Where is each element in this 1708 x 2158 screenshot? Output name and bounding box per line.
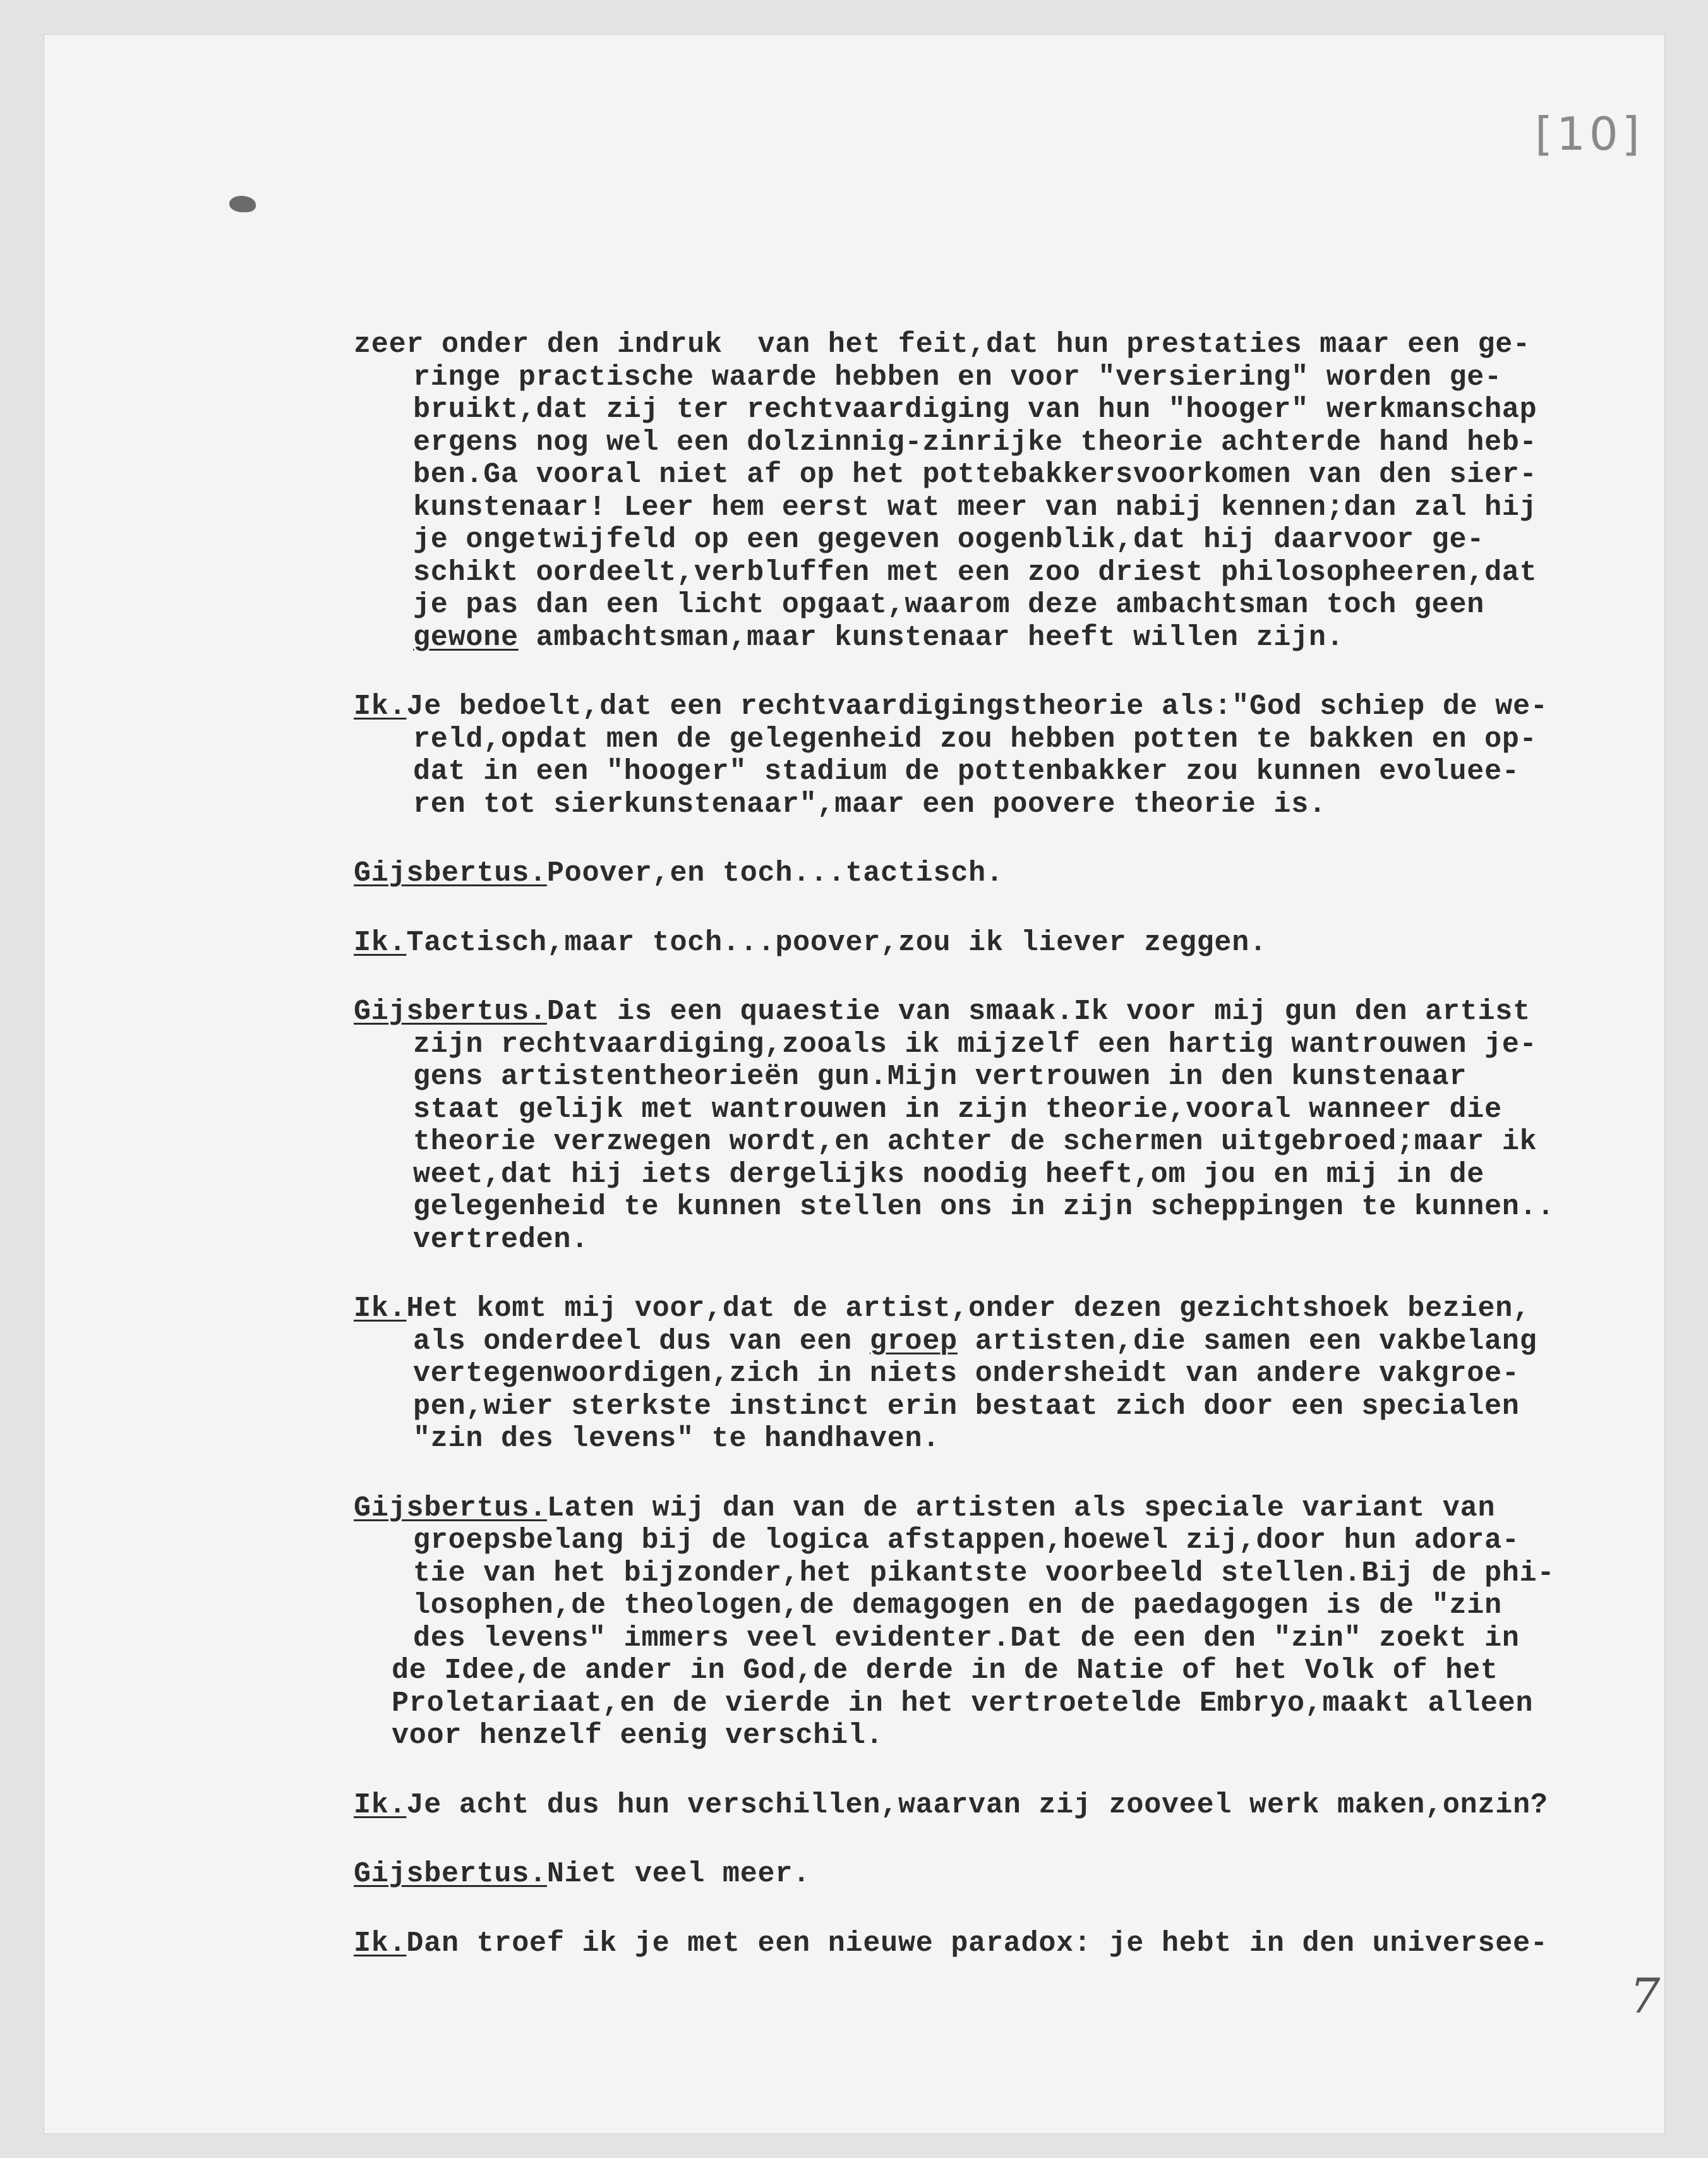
paragraph-ik xyxy=(354,1927,1668,1960)
text-line: pen,wier sterkste instinct erin bestaat zich door een specialen xyxy=(413,1390,1520,1423)
speaker-gijsbertus: Gijsbertus. xyxy=(354,1858,547,1890)
text-line: des levens" immers veel evidenter.Dat de een den "zin" zoekt in xyxy=(413,1622,1520,1655)
paragraph-ik xyxy=(354,1789,1668,1822)
ink-blot xyxy=(229,196,256,212)
text-line: losophen,de theologen,de demagogen en de paedagogen is de "zin xyxy=(413,1589,1502,1622)
speaker-ik: Ik. xyxy=(354,1927,407,1960)
speaker-ik: Ik. xyxy=(354,690,407,723)
text-line: groepsbelang bij de logica afstappen,hoewel zij,door hun adora- xyxy=(413,1524,1520,1557)
speaker-gijsbertus: Gijsbertus. xyxy=(354,996,547,1028)
text-line: kunstenaar! Leer hem eerst wat meer van nabij kennen;dan zal hij xyxy=(413,491,1537,524)
text-fragment: Niet veel meer. xyxy=(546,1858,810,1890)
text-fragment: Het komt mij voor,dat de artist,onder dezen gezichtshoek bezien, xyxy=(406,1293,1531,1325)
speaker-gijsbertus: Gijsbertus. xyxy=(354,1492,547,1524)
speaker-ik: Ik. xyxy=(354,1293,407,1325)
text-line: ergens nog wel een dolzinnig-zinrijke theorie achterde hand heb- xyxy=(413,426,1537,459)
text-fragment: Je acht dus hun verschillen,waarvan zij zooveel werk maken,onzin? xyxy=(406,1788,1548,1821)
text-line xyxy=(354,857,1668,890)
text-line: vertegenwoordigen,zich in niets ondersheidt van andere vakgroe- xyxy=(413,1358,1520,1390)
underlined-word: groep xyxy=(869,1325,958,1358)
folio-number: 7 xyxy=(1630,1968,1661,2024)
text-line: gens artistentheorieën gun.Mijn vertrouwen in den kunstenaar xyxy=(413,1061,1467,1093)
text-line: staat gelijk met wantrouwen in zijn theorie,vooral wanneer die xyxy=(413,1093,1502,1126)
text-fragment: Tactisch,maar toch...poover,zou ik liever zeggen. xyxy=(406,926,1267,959)
text-line: tie van het bijzonder,het pikantste voorbeeld stellen.Bij de phi- xyxy=(413,1557,1555,1589)
text-fragment: ambachtsman,maar kunstenaar heeft willen zijn. xyxy=(518,621,1344,654)
text-fragment: Dat is een quaestie van smaak.Ik voor mij gun den artist xyxy=(546,996,1531,1028)
paragraph-ik xyxy=(354,927,1668,960)
paragraph-gijsbertus xyxy=(354,1858,1668,1891)
text-line xyxy=(354,1858,1668,1891)
text-line: je pas dan een licht opgaat,waarom deze ambachtsman toch geen xyxy=(413,589,1485,621)
text-line: ringe practische waarde hebben en voor "versiering" worden ge- xyxy=(413,361,1502,394)
text-line: bruikt,dat zij ter rechtvaardiging van hun "hooger" werkmanschap xyxy=(413,394,1537,426)
text-line xyxy=(354,1293,1668,1325)
text-line: Proletariaat,en de vierde in het vertroetelde Embryo,maakt alleen xyxy=(392,1687,1534,1720)
text-line: ren tot sierkunstenaar",maar een poovere theorie is. xyxy=(413,788,1326,821)
paragraph-gijsbertus xyxy=(354,996,1668,1256)
text-line: "zin des levens" te handhaven. xyxy=(413,1423,941,1455)
paragraph-gijsbertus xyxy=(354,857,1668,890)
text-line xyxy=(354,690,1668,723)
paragraph-gijsbertus xyxy=(354,1492,1668,1752)
text-line: voor henzelf eenig verschil. xyxy=(392,1720,884,1752)
text-line: gelegenheid te kunnen stellen ons in zijn scheppingen te kunnen.. xyxy=(413,1191,1555,1223)
text-line xyxy=(354,1927,1668,1960)
speaker-ik: Ik. xyxy=(354,1788,407,1821)
text-line: zeer onder den indruk van het feit,dat hun prestaties maar een ge- xyxy=(354,329,1531,361)
text-line xyxy=(354,622,1668,654)
text-line xyxy=(354,1492,1668,1525)
text-fragment: artisten,die samen een vakbelang xyxy=(957,1325,1537,1358)
typed-text xyxy=(354,329,1668,1996)
text-line: reld,opdat men de gelegenheid zou hebben potten te bakken en op- xyxy=(413,723,1537,756)
text-line xyxy=(354,996,1668,1028)
text-line: zijn rechtvaardiging,zooals ik mijzelf een hartig wantrouwen je- xyxy=(413,1028,1537,1061)
paragraph-narration xyxy=(354,329,1668,654)
text-line: vertreden. xyxy=(413,1223,589,1256)
text-fragment: Je bedoelt,dat een rechtvaardigingstheorie als:"God schiep de we- xyxy=(406,690,1548,723)
text-fragment: Poover,en toch...tactisch. xyxy=(546,857,1004,889)
paragraph-ik xyxy=(354,690,1668,821)
text-line: dat in een "hooger" stadium de pottenbakker zou kunnen evoluee- xyxy=(413,756,1520,788)
underlined-word: gewone xyxy=(413,621,519,654)
text-line xyxy=(354,1325,1668,1358)
text-fragment: Laten wij dan van de artisten als speciale variant van xyxy=(546,1492,1496,1524)
text-line: theorie verzwegen wordt,en achter de schermen uitgebroed;maar ik xyxy=(413,1126,1537,1158)
text-line: ben.Ga vooral niet af op het pottebakkersvoorkomen van den sier- xyxy=(413,459,1537,491)
text-line: je ongetwijfeld op een gegeven oogenblik,dat hij daarvoor ge- xyxy=(413,524,1485,556)
text-line: weet,dat hij iets dergelijks noodig heeft,om jou en mij in de xyxy=(413,1158,1485,1191)
text-fragment: Dan troef ik je met een nieuwe paradox: je hebt in den universee- xyxy=(406,1927,1548,1960)
text-line xyxy=(354,1789,1668,1822)
text-line xyxy=(354,927,1668,960)
speaker-gijsbertus: Gijsbertus. xyxy=(354,857,547,889)
page-number-mark: [10] xyxy=(1535,107,1644,160)
text-line: de Idee,de ander in God,de derde in de Natie of het Volk of het xyxy=(392,1655,1498,1687)
paragraph-ik xyxy=(354,1293,1668,1456)
text-line: schikt oordeelt,verbluffen met een zoo driest philosopheeren,dat xyxy=(413,556,1537,589)
speaker-ik: Ik. xyxy=(354,926,407,959)
text-fragment: als onderdeel dus van een xyxy=(413,1325,870,1358)
